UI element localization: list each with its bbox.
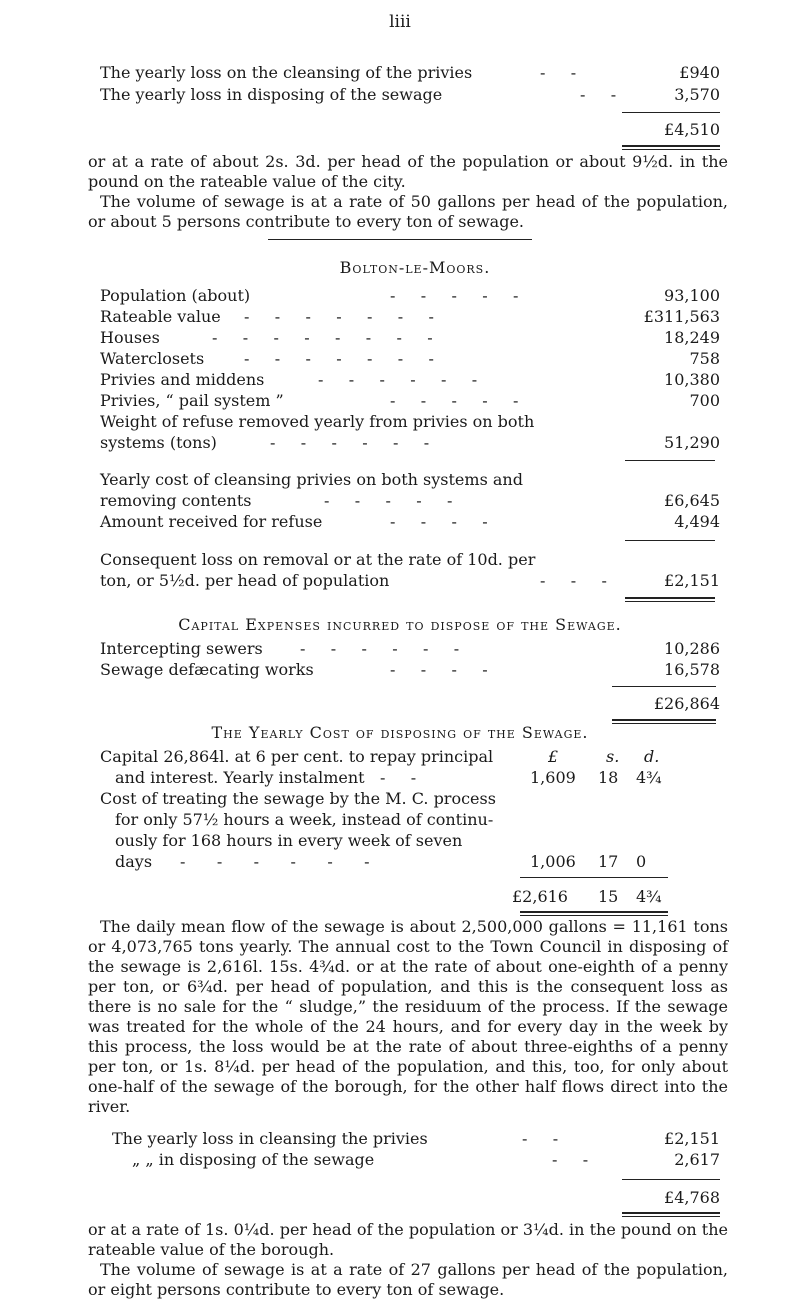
bolton-loss-label: ton, or 5½d. per head of population <box>100 571 390 590</box>
section-divider <box>268 239 532 240</box>
leader-dashes: - - - - - - <box>318 370 479 389</box>
bolton-loss-value: £2,151 <box>664 571 720 590</box>
bolton-row <box>100 433 720 453</box>
leader-dashes: - - - - - - <box>180 852 371 871</box>
leader-dashes: - - - - - <box>390 286 520 305</box>
paragraph-text: The volume of sewage is at a rate of 27 gallons per head of the population, or eight persons contribute to every ton of sewage. <box>88 1260 728 1299</box>
yearly-total-pounds: £2,616 <box>512 887 568 906</box>
bolton-heading: Bolton-le-Moors. <box>339 258 491 277</box>
bolton-row-value: 93,100 <box>664 286 720 305</box>
leader-dashes: - - <box>380 768 418 787</box>
final-loss-value: £2,151 <box>664 1129 720 1148</box>
bolton-row-label: Houses <box>100 328 160 347</box>
leader-dashes: - - - - - - - <box>244 349 435 368</box>
yearly-line: and interest. Yearly instalment <box>115 768 365 787</box>
leader-dashes: - - - - - <box>324 491 454 510</box>
sum-rule <box>622 112 720 113</box>
bolton-row <box>100 328 720 348</box>
treatment-shillings: 17 <box>598 852 619 871</box>
bolton-row-label: Waterclosets <box>100 349 205 368</box>
paragraph <box>88 917 728 1117</box>
bolton-row-value: 700 <box>689 391 720 410</box>
leader-dashes: - - - - - - - - <box>212 328 434 347</box>
bolton-row <box>100 349 720 369</box>
capital-heading: Capital Expenses incurred to dispose of the Sewage. <box>178 615 622 634</box>
col-shillings-header: s. <box>606 747 620 766</box>
treatment-pence: 0 <box>636 852 647 871</box>
paragraph-text: The daily mean flow of the sewage is about 2,500,000 gallons = 11,161 tons or 4,073,765 tons yearly. The annual cost to the Town Council in disposing of the sewage is 2,616l. 15s. 4¾d. or at the rate of about one-eighth of a penny per ton, or 6¾d. per head of population, and this is the consequent loss as there is no sale for the “ sludge,” the residuum of the process. If the sewage was treated for the whole of the 24 hours, and for every day in the week by this process, the loss would be at the rate of about three-eighths of a penny per ton, or 1s. 8¼d. per head of the population, and this, too, for only about one-half of the sewage of the borough, for the other half flows direct into the river. <box>88 917 728 1116</box>
leader-dashes: - - <box>540 63 578 82</box>
bolton-cost-label: removing contents <box>100 491 252 510</box>
leader-dashes: - - - - - <box>390 391 520 410</box>
leader-dashes: - - <box>522 1129 560 1148</box>
yearly-line: for only 57½ hours a week, instead of continu- <box>115 810 494 829</box>
final-loss-value: 2,617 <box>674 1150 720 1169</box>
top-loss-row <box>100 63 720 83</box>
col-pence-header: d. <box>644 747 660 766</box>
yearly-total-pence: 4¾ <box>636 887 662 906</box>
yearly-line: Cost of treating the sewage by the M. C. process <box>100 789 496 808</box>
final-loss-label: „ „ in disposing of the sewage <box>132 1150 375 1169</box>
capital-row-value: 16,578 <box>664 660 720 679</box>
bolton-cost-text: Yearly cost of cleansing privies on both systems and <box>100 470 523 489</box>
final-loss-row <box>112 1150 720 1170</box>
bolton-row-value: 758 <box>689 349 720 368</box>
top-loss-row <box>100 85 720 105</box>
bolton-row <box>100 307 720 327</box>
capital-row-label: Sewage defæcating works <box>100 660 314 679</box>
double-rule <box>625 597 715 602</box>
capital-row-value: 10,286 <box>664 639 720 658</box>
bolton-loss-line <box>100 550 720 570</box>
final-loss-label: The yearly loss in cleansing the privies <box>112 1129 428 1148</box>
sum-rule <box>612 686 716 687</box>
bolton-weight-value: 51,290 <box>664 433 720 452</box>
leader-dashes: - - - - <box>390 512 489 531</box>
paragraph <box>88 152 728 232</box>
bolton-refuse-label: Amount received for refuse <box>100 512 323 531</box>
sum-rule <box>625 460 715 461</box>
double-rule <box>520 911 668 916</box>
instalment-pounds: 1,609 <box>530 768 576 787</box>
bolton-row <box>100 491 720 511</box>
paragraph-text: or at a rate of 1s. 0¼d. per head of the population or 3¼d. in the pound on the rateable value of the borough. <box>88 1220 728 1259</box>
leader-dashes: - - - - - - <box>270 433 431 452</box>
bolton-row <box>100 571 720 591</box>
treatment-pounds: 1,006 <box>530 852 576 871</box>
sum-rule <box>520 877 668 878</box>
bolton-row-label: Privies, “ pail system ” <box>100 391 284 410</box>
final-loss-total: £4,768 <box>664 1188 720 1207</box>
yearly-heading: The Yearly Cost of disposing of the Sewage. <box>211 723 589 742</box>
yearly-line: days <box>115 852 153 871</box>
top-loss-label: The yearly loss in disposing of the sewage <box>100 85 443 104</box>
bolton-row <box>100 286 720 306</box>
leader-dashes: - - - - <box>390 660 489 679</box>
bolton-weight-text: Weight of refuse removed yearly from privies on both <box>100 412 535 431</box>
yearly-line: ously for 168 hours in every week of seven <box>115 831 463 850</box>
paragraph-text: The volume of sewage is at a rate of 50 gallons per head of the population, or about 5 persons contribute to every ton of sewage. <box>88 192 728 231</box>
yearly-line: Capital 26,864l. at 6 per cent. to repay principal <box>100 747 494 766</box>
bolton-row <box>100 391 720 411</box>
paragraph <box>88 1220 728 1300</box>
bolton-row <box>100 512 720 532</box>
bolton-cost-value: £6,645 <box>664 491 720 510</box>
bolton-row-label: Rateable value <box>100 307 221 326</box>
bolton-row <box>100 370 720 390</box>
bolton-row-value: 18,249 <box>664 328 720 347</box>
instalment-shillings: 18 <box>598 768 619 787</box>
bolton-row-value: £311,563 <box>643 307 720 326</box>
double-rule <box>622 145 720 150</box>
instalment-pence: 4¾ <box>636 768 662 787</box>
leader-dashes: - - - - - - <box>300 639 461 658</box>
sum-rule <box>625 540 715 541</box>
capital-total: £26,864 <box>653 694 720 713</box>
bolton-loss-text: Consequent loss on removal or at the rate of 10d. per <box>100 550 536 569</box>
bolton-weight-label: systems (tons) <box>100 433 217 452</box>
bolton-cost-line <box>100 470 720 490</box>
paragraph-text: or at a rate of about 2s. 3d. per head of the population or about 9½d. in the pound on the rateable value of the city. <box>88 152 728 191</box>
bolton-row-label: Privies and middens <box>100 370 265 389</box>
final-loss-row <box>112 1129 720 1149</box>
page-number: liii <box>389 12 411 32</box>
bolton-row-label: Population (about) <box>100 286 251 305</box>
leader-dashes: - - <box>580 85 618 104</box>
sum-rule <box>622 1179 720 1180</box>
capital-row <box>100 660 720 680</box>
leader-dashes: - - <box>552 1150 590 1169</box>
bolton-weight-line <box>100 412 720 432</box>
top-loss-total: £4,510 <box>664 120 720 139</box>
col-pounds-header: £ <box>548 747 559 766</box>
leader-dashes: - - - <box>540 571 608 590</box>
yearly-total-shillings: 15 <box>598 887 619 906</box>
double-rule <box>622 1212 720 1217</box>
bolton-refuse-value: 4,494 <box>674 512 720 531</box>
top-loss-value: 3,570 <box>674 85 720 104</box>
bolton-row-value: 10,380 <box>664 370 720 389</box>
capital-row-label: Intercepting sewers <box>100 639 263 658</box>
top-loss-label: The yearly loss on the cleansing of the privies <box>100 63 473 82</box>
leader-dashes: - - - - - - - <box>244 307 435 326</box>
top-loss-value: £940 <box>679 63 720 82</box>
capital-row <box>100 639 720 659</box>
